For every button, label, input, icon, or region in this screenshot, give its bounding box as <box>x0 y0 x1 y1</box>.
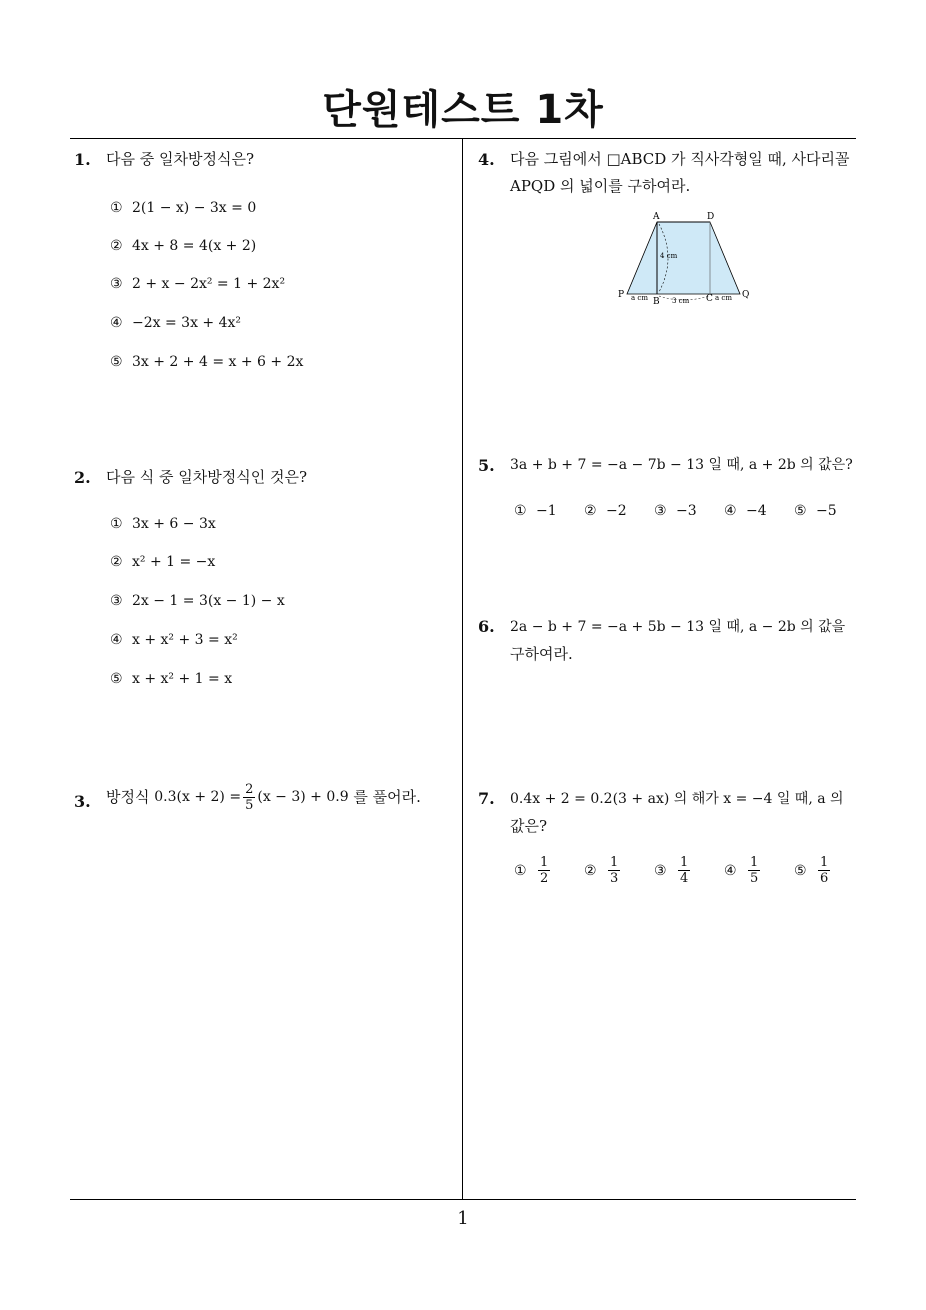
option-value: −2 <box>606 503 627 519</box>
label-a: A <box>653 212 660 222</box>
question-number: 3. <box>74 792 91 811</box>
question-text: 다음 중 일차방정식은? <box>106 150 254 168</box>
question-number: 1. <box>74 150 91 169</box>
q6-line-1: 2a − b + 7 = −a + 5b − 13 일 때, a − 2b 의 값을 <box>510 619 846 635</box>
trapezoid-diagram <box>615 208 765 308</box>
option-mark: ③ <box>654 503 667 519</box>
option-expr: 2 + x − 2x² = 1 + 2x² <box>132 276 286 292</box>
label-q: Q <box>742 290 750 300</box>
q7-option-2[interactable] <box>584 855 622 886</box>
q7-option-1[interactable] <box>514 855 552 886</box>
q3-suffix: 를 풀어라. <box>353 788 421 806</box>
q5-option-5[interactable] <box>794 503 837 519</box>
option-mark: ② <box>584 503 597 519</box>
option-mark: ② <box>110 554 123 570</box>
option-mark: ④ <box>110 315 123 331</box>
q7-option-3[interactable] <box>654 855 692 886</box>
q1-option-4[interactable] <box>110 315 241 331</box>
question-6 <box>478 613 863 673</box>
option-mark: ② <box>584 862 597 879</box>
option-fraction <box>818 855 830 886</box>
option-mark: ③ <box>110 593 123 609</box>
option-expr: 4x + 8 = 4(x + 2) <box>132 238 257 254</box>
option-mark: ① <box>514 503 527 519</box>
q3-prefix: 방정식 <box>106 788 150 806</box>
label-d: D <box>707 212 715 222</box>
q5-option-1[interactable] <box>514 503 557 519</box>
trapezoid-fill <box>627 222 740 294</box>
question-7 <box>478 785 863 845</box>
q7-line-2: 값은? <box>510 817 548 835</box>
q3-lhs: 0.3(x + 2) = <box>154 789 242 805</box>
bc-label: 3 cm <box>672 297 690 305</box>
pb-label: a cm <box>631 294 648 302</box>
bottom-rule <box>70 1199 856 1200</box>
q2-option-1[interactable] <box>110 516 216 532</box>
fraction-numerator: 2 <box>245 782 254 797</box>
q4-line-1: 다음 그림에서 □ABCD 가 직사각형일 때, 사다리꼴 <box>510 150 850 168</box>
fraction-denominator: 3 <box>610 871 619 886</box>
fraction-denominator: 5 <box>245 798 254 813</box>
question-text <box>510 785 844 840</box>
option-fraction <box>538 855 550 886</box>
option-expr: 2(1 − x) − 3x = 0 <box>132 200 257 216</box>
option-expr: x² + 1 = −x <box>132 554 216 570</box>
question-3 <box>74 782 459 822</box>
q4-line-2: APQD 의 넓이를 구하여라. <box>510 177 691 195</box>
option-expr: x + x² + 3 = x² <box>132 632 238 648</box>
fraction-numerator: 1 <box>750 855 759 870</box>
q6-line-2: 구하여라. <box>510 645 573 663</box>
cq-label: a cm <box>715 294 732 302</box>
q7-option-4[interactable] <box>724 855 762 886</box>
question-4 <box>478 146 858 206</box>
option-mark: ⑤ <box>110 354 123 370</box>
fraction-numerator: 1 <box>680 855 689 870</box>
q2-option-5[interactable] <box>110 671 232 687</box>
option-expr: 3x + 2 + 4 = x + 6 + 2x <box>132 354 304 370</box>
q2-option-4[interactable] <box>110 632 238 648</box>
fraction-numerator: 1 <box>540 855 549 870</box>
label-p: P <box>618 290 625 300</box>
question-5 <box>478 452 863 482</box>
fraction-numerator: 1 <box>820 855 829 870</box>
question-number: 6. <box>478 617 495 636</box>
page-number: 1 <box>457 1208 469 1229</box>
question-text <box>510 613 845 668</box>
option-value: −1 <box>536 503 557 519</box>
question-text: 다음 식 중 일차방정식인 것은? <box>106 468 307 486</box>
question-number: 7. <box>478 789 495 808</box>
option-fraction <box>748 855 760 886</box>
question-text: 3a + b + 7 = −a − 7b − 13 일 때, a + 2b 의 값은? <box>510 457 853 473</box>
option-mark: ⑤ <box>794 862 807 879</box>
option-mark: ③ <box>110 276 123 292</box>
question-text <box>510 146 850 200</box>
question-2 <box>74 464 454 494</box>
label-b: B <box>653 297 660 307</box>
column-divider <box>462 139 463 1200</box>
question-text <box>106 782 421 813</box>
q5-option-3[interactable] <box>654 503 697 519</box>
option-mark: ⑤ <box>794 503 807 519</box>
option-fraction <box>608 855 620 886</box>
q5-option-2[interactable] <box>584 503 627 519</box>
q1-option-3[interactable] <box>110 276 285 292</box>
option-expr: x + x² + 1 = x <box>132 671 233 687</box>
option-value: −5 <box>816 503 837 519</box>
q3-fraction <box>243 782 255 813</box>
option-fraction <box>678 855 690 886</box>
fraction-denominator: 6 <box>820 871 829 886</box>
question-number: 2. <box>74 468 91 487</box>
option-mark: ③ <box>654 862 667 879</box>
q3-rhs: (x − 3) + 0.9 <box>257 789 349 805</box>
question-number: 4. <box>478 150 495 169</box>
fraction-denominator: 2 <box>540 871 549 886</box>
q7-line-1: 0.4x + 2 = 0.2(3 + ax) 의 해가 x = −4 일 때, a 의 <box>510 791 844 807</box>
height-label: 4 cm <box>660 252 678 260</box>
fraction-denominator: 5 <box>750 871 759 886</box>
question-1 <box>74 146 454 386</box>
fraction-denominator: 4 <box>680 871 689 886</box>
q5-option-4[interactable] <box>724 503 767 519</box>
q1-option-1[interactable] <box>110 200 256 216</box>
question-number: 5. <box>478 456 495 475</box>
q1-option-5[interactable] <box>110 354 303 370</box>
option-mark: ④ <box>724 503 737 519</box>
option-expr: 2x − 1 = 3(x − 1) − x <box>132 593 285 609</box>
option-value: −4 <box>746 503 767 519</box>
q2-option-3[interactable] <box>110 593 285 609</box>
q7-option-5[interactable] <box>794 855 832 886</box>
option-mark: ④ <box>724 862 737 879</box>
option-mark: ⑤ <box>110 671 123 687</box>
option-value: −3 <box>676 503 697 519</box>
page-title: 단원테스트 1차 <box>322 87 604 133</box>
option-expr: −2x = 3x + 4x² <box>132 315 242 331</box>
option-mark: ① <box>514 862 527 879</box>
option-mark: ① <box>110 200 123 216</box>
option-expr: 3x + 6 − 3x <box>132 516 216 532</box>
q2-option-2[interactable] <box>110 554 215 570</box>
option-mark: ④ <box>110 632 123 648</box>
q1-option-2[interactable] <box>110 238 256 254</box>
label-c: C <box>706 294 713 304</box>
option-mark: ② <box>110 238 123 254</box>
top-rule <box>70 138 856 139</box>
fraction-numerator: 1 <box>610 855 619 870</box>
option-mark: ① <box>110 516 123 532</box>
